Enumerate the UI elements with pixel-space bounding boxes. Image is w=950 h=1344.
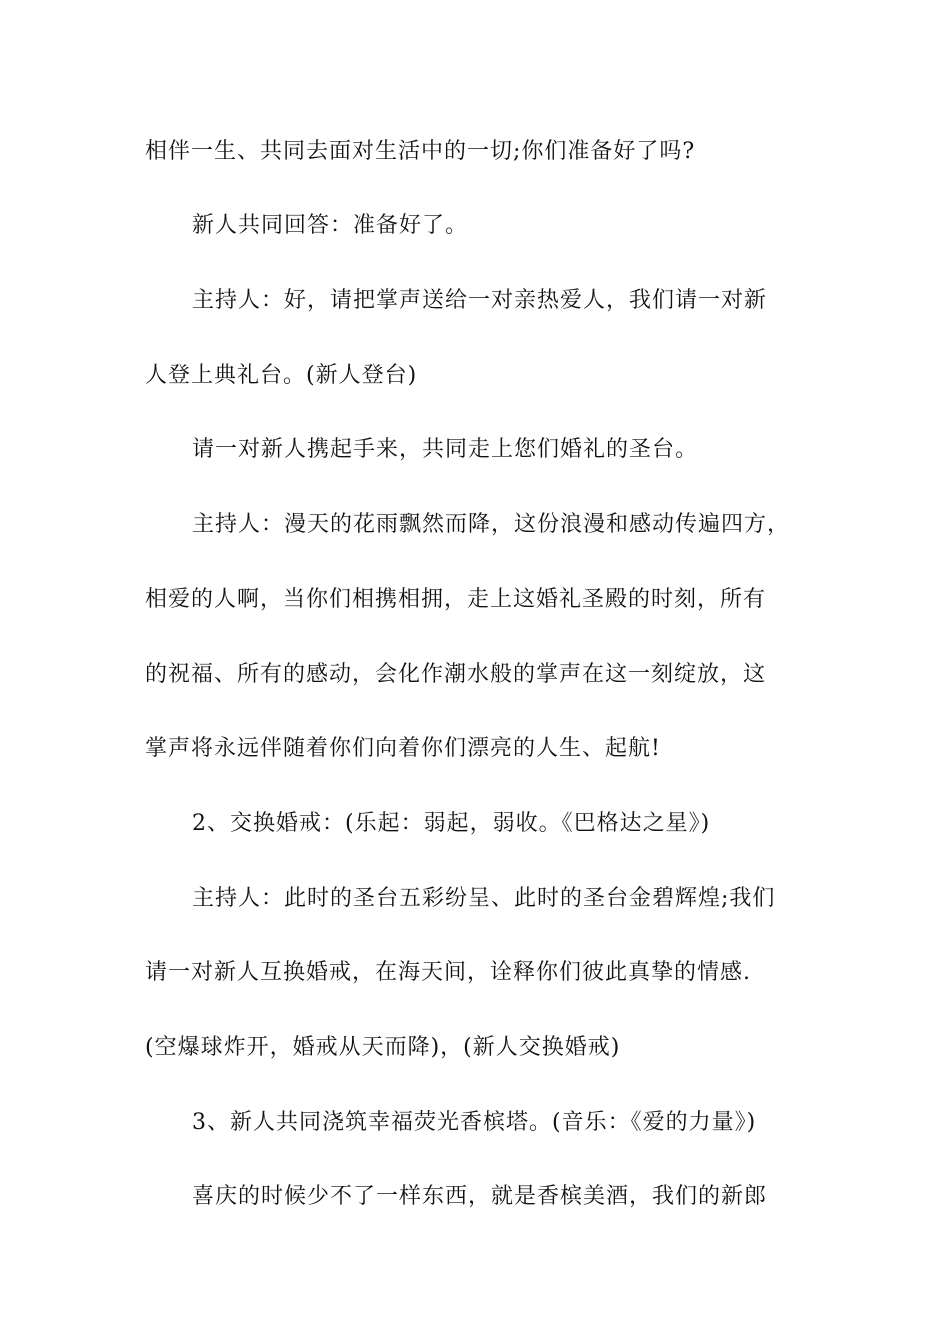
- text-line: 请一对新人互换婚戒，在海天间，诠释你们彼此真挚的情感.: [145, 960, 751, 985]
- text-line: 掌声将永远伴随着你们向着你们漂亮的人生、起航!: [145, 736, 661, 761]
- text-line: (空爆球炸开，婚戒从天而降)，(新人交换婚戒): [145, 1035, 621, 1060]
- text-line: 相伴一生、共同去面对生活中的一切;你们准备好了吗?: [145, 139, 696, 164]
- text-line: 3、新人共同浇筑幸福荧光香槟塔。(音乐：《爱的力量》): [192, 1110, 757, 1135]
- text-line: 喜庆的时候少不了一样东西，就是香槟美酒，我们的新郎: [192, 1184, 768, 1209]
- text-line: 新人共同回答：准备好了。: [192, 213, 469, 238]
- text-line: 相爱的人啊，当你们相携相拥，走上这婚礼圣殿的时刻，所有: [145, 587, 767, 612]
- text-line: 主持人：漫天的花雨飘然而降，这份浪漫和感动传遍四方，: [192, 512, 791, 537]
- text-line: 的祝福、所有的感动，会化作潮水般的掌声在这一刻绽放，这: [145, 662, 767, 687]
- text-line: 主持人：好，请把掌声送给一对亲热爱人，我们请一对新: [192, 288, 768, 313]
- text-line: 主持人：此时的圣台五彩纷呈、此时的圣台金碧辉煌;我们: [192, 886, 776, 911]
- text-line: 请一对新人携起手来，共同走上您们婚礼的圣台。: [192, 437, 699, 462]
- text-line: 人登上典礼台。(新人登台): [145, 363, 418, 388]
- text-line: 2、交换婚戒：(乐起：弱起，弱收。《巴格达之星》): [192, 811, 711, 836]
